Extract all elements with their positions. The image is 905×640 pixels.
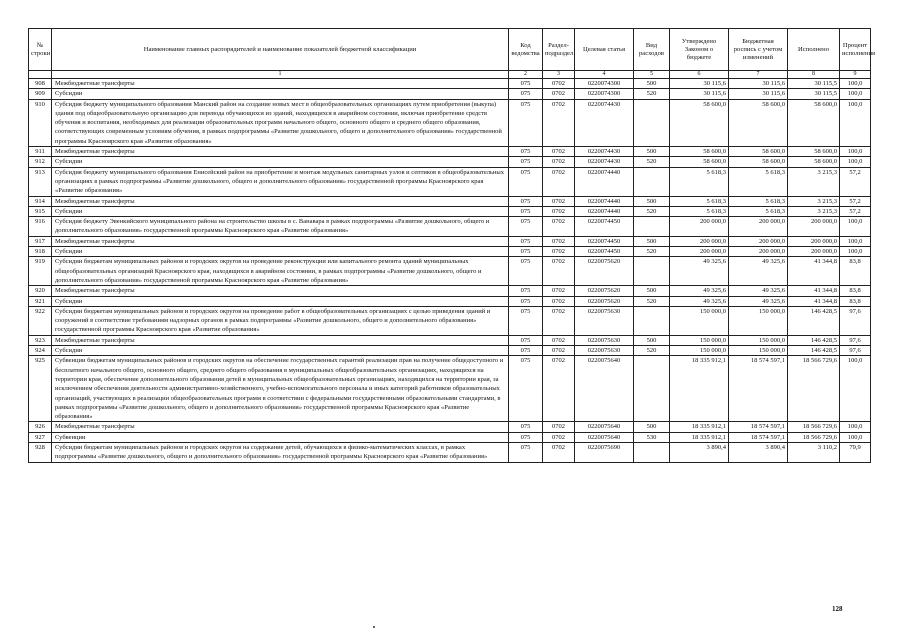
row-budget: 200 000,0 (729, 217, 788, 237)
row-percent: 97,6 (840, 346, 871, 356)
row-budget: 150 000,0 (729, 335, 788, 345)
col-num: 5 (634, 71, 670, 79)
row-percent: 83,8 (840, 257, 871, 286)
row-target-article: 0220074440 (575, 196, 634, 206)
row-budget: 58 600,0 (729, 157, 788, 167)
table-row (29, 346, 871, 356)
table-row (29, 147, 871, 157)
row-dept-code: 075 (509, 217, 543, 237)
table-row (29, 167, 871, 196)
row-number: 912 (29, 157, 52, 167)
row-approved: 200 000,0 (670, 217, 729, 237)
row-percent: 100,0 (840, 356, 871, 422)
row-number: 911 (29, 147, 52, 157)
row-number: 910 (29, 99, 52, 146)
row-budget: 18 574 597,1 (729, 432, 788, 442)
row-dept-code: 075 (509, 306, 543, 335)
row-percent: 57,2 (840, 196, 871, 206)
budget-table-sheet (28, 28, 876, 463)
row-expense-kind: 520 (634, 346, 670, 356)
row-percent: 100,0 (840, 99, 871, 146)
row-section: 0702 (543, 296, 575, 306)
row-target-article: 0220074440 (575, 206, 634, 216)
row-number: 915 (29, 206, 52, 216)
row-executed: 58 600,0 (788, 157, 840, 167)
header-dept: Код ведомства (509, 29, 543, 71)
row-approved: 5 618,3 (670, 196, 729, 206)
header-row-no: № строки (29, 29, 52, 71)
row-name: Межбюджетные трансферты (52, 286, 509, 296)
row-expense-kind: 520 (634, 206, 670, 216)
row-percent: 97,6 (840, 306, 871, 335)
table-header-row (29, 29, 871, 71)
table-row (29, 79, 871, 89)
row-section: 0702 (543, 99, 575, 146)
row-percent: 100,0 (840, 147, 871, 157)
row-expense-kind: 520 (634, 157, 670, 167)
row-approved: 200 000,0 (670, 247, 729, 257)
row-dept-code: 075 (509, 257, 543, 286)
row-target-article: 0220074450 (575, 247, 634, 257)
row-target-article: 0220074450 (575, 217, 634, 237)
row-section: 0702 (543, 356, 575, 422)
row-executed: 41 344,8 (788, 257, 840, 286)
header-approved: Утверждено Законом о бюджете (670, 29, 729, 71)
row-section: 0702 (543, 335, 575, 345)
row-target-article: 0220075620 (575, 286, 634, 296)
row-approved: 150 000,0 (670, 346, 729, 356)
row-dept-code: 075 (509, 79, 543, 89)
header-percent: Процент исполнения (840, 29, 871, 71)
row-target-article: 0220075640 (575, 356, 634, 422)
col-num: 3 (543, 71, 575, 79)
row-expense-kind: 520 (634, 296, 670, 306)
row-name: Межбюджетные трансферты (52, 422, 509, 432)
row-target-article: 0220074430 (575, 99, 634, 146)
row-number: 921 (29, 296, 52, 306)
row-number: 927 (29, 432, 52, 442)
row-section: 0702 (543, 147, 575, 157)
row-budget: 5 618,3 (729, 167, 788, 196)
row-name: Субсидии (52, 346, 509, 356)
col-num: 9 (840, 71, 871, 79)
row-percent: 100,0 (840, 217, 871, 237)
table-body (29, 79, 871, 463)
row-section: 0702 (543, 89, 575, 99)
row-section: 0702 (543, 257, 575, 286)
row-approved: 49 325,6 (670, 257, 729, 286)
row-name: Субсидии (52, 89, 509, 99)
col-num: 6 (670, 71, 729, 79)
row-executed: 30 115,5 (788, 79, 840, 89)
row-section: 0702 (543, 306, 575, 335)
row-name: Межбюджетные трансферты (52, 196, 509, 206)
row-number: 925 (29, 356, 52, 422)
row-name: Межбюджетные трансферты (52, 79, 509, 89)
row-executed: 41 344,8 (788, 286, 840, 296)
row-percent: 100,0 (840, 247, 871, 257)
row-section: 0702 (543, 346, 575, 356)
row-name: Субсидии бюджетам муниципальных районов и городских округов на проведение реконструкции или капитального ремонта зданий муниципальных общеобразовательных организаций Красноярского края, находящихся в аварийном состоянии, в рамках подпрограммы «Развитие дошкольного, общего и дополнительного образования» государственной программы Красноярского края «Развитие образования» (52, 257, 509, 286)
row-section: 0702 (543, 157, 575, 167)
row-dept-code: 075 (509, 335, 543, 345)
row-approved: 200 000,0 (670, 236, 729, 246)
row-expense-kind (634, 99, 670, 146)
row-percent: 100,0 (840, 157, 871, 167)
table-row (29, 236, 871, 246)
col-num: 1 (52, 71, 509, 79)
row-name: Субсидии (52, 247, 509, 257)
row-approved: 49 325,6 (670, 296, 729, 306)
row-number: 922 (29, 306, 52, 335)
header-section: Раздел-подраздел (543, 29, 575, 71)
table-row (29, 296, 871, 306)
row-expense-kind: 500 (634, 422, 670, 432)
row-section: 0702 (543, 432, 575, 442)
row-expense-kind (634, 217, 670, 237)
row-budget: 5 618,3 (729, 206, 788, 216)
row-name: Межбюджетные трансферты (52, 335, 509, 345)
row-dept-code: 075 (509, 247, 543, 257)
row-percent: 100,0 (840, 422, 871, 432)
row-section: 0702 (543, 196, 575, 206)
row-name: Субсидия бюджету муниципального образования Енисейский район на приобретение и монтаж модульных санитарных узлов и септиков в общеобразовательных организациях в рамках подпрограммы «Развитие дошкольного, общего и дополнительного образования» государственной программы Красноярского края «Развитие образования» (52, 167, 509, 196)
row-dept-code: 075 (509, 346, 543, 356)
row-percent: 100,0 (840, 236, 871, 246)
row-number: 918 (29, 247, 52, 257)
row-budget: 49 325,6 (729, 296, 788, 306)
table-row (29, 196, 871, 206)
row-target-article: 0220075690 (575, 442, 634, 462)
row-approved: 58 600,0 (670, 147, 729, 157)
row-percent: 79,9 (840, 442, 871, 462)
row-executed: 146 428,5 (788, 335, 840, 345)
row-number: 919 (29, 257, 52, 286)
row-name: Субсидия бюджету Эвенкийского муниципального района на строительство школы в с. Ванавара в рамках подпрограммы «Развитие дошкольного, общего и дополнительного образования» государственной программы Красноярского края «Развитие образования» (52, 217, 509, 237)
row-approved: 5 618,3 (670, 167, 729, 196)
row-number: 909 (29, 89, 52, 99)
table-row (29, 442, 871, 462)
row-executed: 3 215,3 (788, 206, 840, 216)
row-target-article: 0220075620 (575, 296, 634, 306)
row-approved: 150 000,0 (670, 335, 729, 345)
row-name: Межбюджетные трансферты (52, 147, 509, 157)
budget-table (28, 28, 876, 463)
row-dept-code: 075 (509, 432, 543, 442)
row-executed: 30 115,5 (788, 89, 840, 99)
row-section: 0702 (543, 442, 575, 462)
row-budget: 49 325,6 (729, 286, 788, 296)
table-row (29, 422, 871, 432)
row-target-article: 0220075620 (575, 257, 634, 286)
row-name: Субсидии (52, 296, 509, 306)
table-row (29, 356, 871, 422)
row-expense-kind: 530 (634, 432, 670, 442)
row-executed: 18 566 729,6 (788, 422, 840, 432)
row-dept-code: 075 (509, 356, 543, 422)
header-kind: Вид расходов (634, 29, 670, 71)
col-num: 4 (575, 71, 634, 79)
row-budget: 58 600,0 (729, 147, 788, 157)
row-executed: 18 566 729,6 (788, 356, 840, 422)
row-approved: 18 335 912,1 (670, 432, 729, 442)
row-budget: 150 000,0 (729, 346, 788, 356)
col-num: 2 (509, 71, 543, 79)
row-number: 913 (29, 167, 52, 196)
row-budget: 30 115,6 (729, 89, 788, 99)
header-name: Наименование главных распорядителей и наименование показателей бюджетной классификации (52, 29, 509, 71)
row-expense-kind (634, 442, 670, 462)
row-dept-code: 075 (509, 157, 543, 167)
table-row (29, 99, 871, 146)
row-budget: 200 000,0 (729, 247, 788, 257)
row-expense-kind (634, 306, 670, 335)
column-number-row (29, 71, 871, 79)
table-row (29, 206, 871, 216)
row-budget: 18 574 597,1 (729, 356, 788, 422)
row-dept-code: 075 (509, 147, 543, 157)
header-target: Целевая статья (575, 29, 634, 71)
row-section: 0702 (543, 167, 575, 196)
row-budget: 58 600,0 (729, 99, 788, 146)
row-expense-kind: 500 (634, 79, 670, 89)
row-expense-kind: 520 (634, 89, 670, 99)
row-percent: 97,6 (840, 335, 871, 345)
table-row (29, 335, 871, 345)
row-name: Субсидия бюджету муниципального образования Манский район на создание новых мест в общеобразовательных организациях путем приобретения (выкупа) здания под общеобразовательную организацию для перевода обучающихся из зданий, находящихся в аварийном состоянии, включая приобретение средств обучения и воспитания, необходимых для реализации образовательных программ начального общего, основного общего и среднего общего образования, соответствующих современным условиям обучения, в рамках подпрограммы «Развитие дошкольного, общего и дополнительного образования» государственной программы Красноярского края «Развитие образования» (52, 99, 509, 146)
header-budget: Бюджетная роспись с учетом изменений (729, 29, 788, 71)
row-budget: 150 000,0 (729, 306, 788, 335)
row-name: Субсидии бюджетам муниципальных районов и городских округов на проведение работ в общеобразовательных организациях с целью приведения зданий и сооружений в соответствие требованиям надзорных органов в рамках подпрограммы «Развитие дошкольного, общего и дополнительного образования» государственной программы Красноярского края «Развитие образования» (52, 306, 509, 335)
row-target-article: 0220074430 (575, 147, 634, 157)
row-section: 0702 (543, 286, 575, 296)
row-expense-kind: 500 (634, 147, 670, 157)
row-number: 917 (29, 236, 52, 246)
row-name: Субвенции (52, 432, 509, 442)
col-num: 7 (729, 71, 788, 79)
table-row (29, 432, 871, 442)
row-name: Субсидии (52, 206, 509, 216)
row-section: 0702 (543, 247, 575, 257)
table-row (29, 257, 871, 286)
row-expense-kind: 520 (634, 247, 670, 257)
row-approved: 58 600,0 (670, 157, 729, 167)
table-row (29, 89, 871, 99)
row-executed: 41 344,8 (788, 296, 840, 306)
row-percent: 100,0 (840, 89, 871, 99)
row-expense-kind: 500 (634, 236, 670, 246)
row-executed: 58 600,0 (788, 147, 840, 157)
row-expense-kind (634, 257, 670, 286)
row-executed: 146 428,5 (788, 346, 840, 356)
row-approved: 30 115,6 (670, 79, 729, 89)
row-percent: 83,8 (840, 296, 871, 306)
row-section: 0702 (543, 79, 575, 89)
row-approved: 49 325,6 (670, 286, 729, 296)
row-target-article: 0220074450 (575, 236, 634, 246)
row-dept-code: 075 (509, 167, 543, 196)
row-dept-code: 075 (509, 442, 543, 462)
row-approved: 3 890,4 (670, 442, 729, 462)
row-approved: 18 335 912,1 (670, 422, 729, 432)
col-num-blank (29, 71, 52, 79)
header-executed: Исполнено (788, 29, 840, 71)
row-executed: 18 566 729,6 (788, 432, 840, 442)
row-target-article: 0220074430 (575, 157, 634, 167)
row-approved: 150 000,0 (670, 306, 729, 335)
row-executed: 3 215,3 (788, 167, 840, 196)
row-expense-kind: 500 (634, 196, 670, 206)
row-percent: 100,0 (840, 79, 871, 89)
row-percent: 83,8 (840, 286, 871, 296)
row-budget: 49 325,6 (729, 257, 788, 286)
row-expense-kind: 500 (634, 286, 670, 296)
row-target-article: 0220075630 (575, 306, 634, 335)
row-approved: 30 115,6 (670, 89, 729, 99)
row-budget: 5 618,3 (729, 196, 788, 206)
row-budget: 18 574 597,1 (729, 422, 788, 432)
row-section: 0702 (543, 422, 575, 432)
row-percent: 57,2 (840, 206, 871, 216)
row-executed: 200 000,0 (788, 247, 840, 257)
row-number: 916 (29, 217, 52, 237)
row-dept-code: 075 (509, 296, 543, 306)
table-row (29, 247, 871, 257)
row-section: 0702 (543, 217, 575, 237)
row-target-article: 0220075630 (575, 346, 634, 356)
row-budget: 3 890,4 (729, 442, 788, 462)
row-name: Субсидии (52, 157, 509, 167)
row-number: 926 (29, 422, 52, 432)
row-number: 914 (29, 196, 52, 206)
row-executed: 3 110,2 (788, 442, 840, 462)
row-expense-kind: 500 (634, 335, 670, 345)
scan-speck (373, 626, 375, 628)
row-target-article: 0220075640 (575, 432, 634, 442)
row-section: 0702 (543, 206, 575, 216)
row-executed: 200 000,0 (788, 217, 840, 237)
row-target-article: 0220075630 (575, 335, 634, 345)
row-number: 924 (29, 346, 52, 356)
row-number: 928 (29, 442, 52, 462)
row-dept-code: 075 (509, 206, 543, 216)
row-dept-code: 075 (509, 196, 543, 206)
row-name: Субвенции бюджетам муниципальных районов и городских округов на обеспечение государственных гарантий реализации прав на получение общедоступного и бесплатного начального общего, основного общего, среднего общего образования в муниципальных общеобразовательных организациях, находящихся на территории края, обеспечение дополнительного образования детей в муниципальных общеобразовательных организациях, находящихся на территории края, за исключением обеспечения деятельности административно-хозяйственного, учебно-вспомогательного персонала и иных категорий работников образовательных организаций, участвующих в реализации общеобразовательных программ в соответствии с федеральными государственными образовательными стандартами, в рамках подпрограммы «Развитие дошкольного, общего и дополнительного образования» государственной программы Красноярского края «Развитие образования» (52, 356, 509, 422)
row-executed: 3 215,3 (788, 196, 840, 206)
row-approved: 5 618,3 (670, 206, 729, 216)
row-budget: 30 115,6 (729, 79, 788, 89)
table-row (29, 306, 871, 335)
row-dept-code: 075 (509, 422, 543, 432)
row-percent: 57,2 (840, 167, 871, 196)
row-approved: 18 335 912,1 (670, 356, 729, 422)
row-target-article: 0220075640 (575, 422, 634, 432)
col-num: 8 (788, 71, 840, 79)
row-expense-kind (634, 356, 670, 422)
row-dept-code: 075 (509, 286, 543, 296)
row-number: 908 (29, 79, 52, 89)
page-number: 128 (832, 605, 843, 613)
row-executed: 58 600,0 (788, 99, 840, 146)
row-budget: 200 000,0 (729, 236, 788, 246)
row-executed: 146 428,5 (788, 306, 840, 335)
row-dept-code: 075 (509, 99, 543, 146)
table-row (29, 157, 871, 167)
row-number: 923 (29, 335, 52, 345)
row-name: Межбюджетные трансферты (52, 236, 509, 246)
row-number: 920 (29, 286, 52, 296)
row-approved: 58 600,0 (670, 99, 729, 146)
row-section: 0702 (543, 236, 575, 246)
row-name: Субсидии бюджетам муниципальных районов и городских округов на содержание детей, обучающихся в физико-математических классах, в рамках подпрограммы «Развитие дошкольного, общего и дополнительного образования» государственной программы Красноярского края «Развитие образования» (52, 442, 509, 462)
row-dept-code: 075 (509, 236, 543, 246)
row-executed: 200 000,0 (788, 236, 840, 246)
row-target-article: 0220074300 (575, 89, 634, 99)
row-target-article: 0220074300 (575, 79, 634, 89)
table-row (29, 286, 871, 296)
row-dept-code: 075 (509, 89, 543, 99)
row-percent: 100,0 (840, 432, 871, 442)
row-expense-kind (634, 167, 670, 196)
table-row (29, 217, 871, 237)
row-target-article: 0220074440 (575, 167, 634, 196)
